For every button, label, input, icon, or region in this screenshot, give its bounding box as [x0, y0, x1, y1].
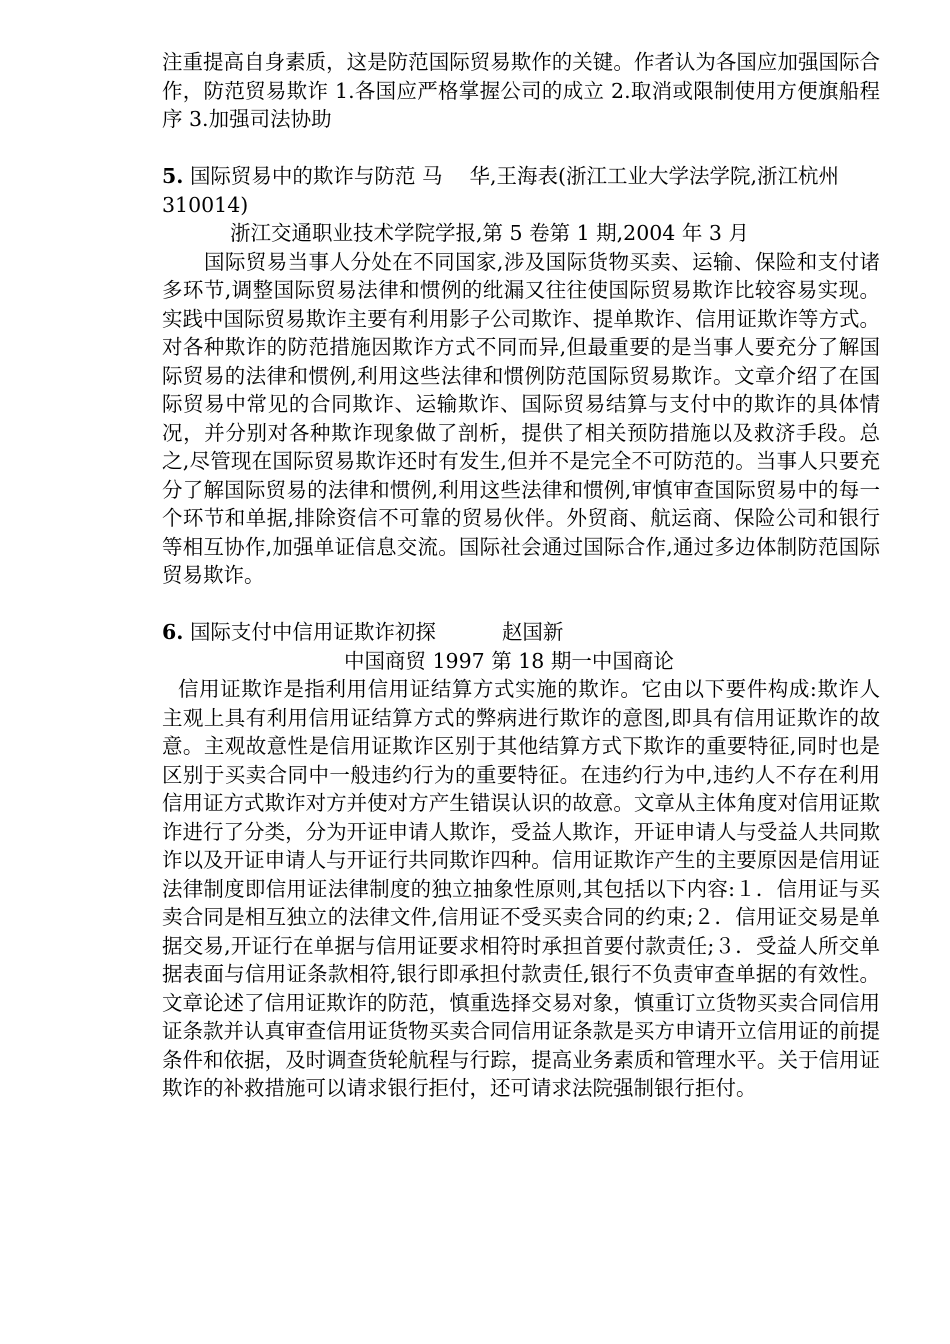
entry-5-number: 5.	[162, 164, 184, 188]
entry-5-title: 国际贸易中的欺诈与防范	[189, 164, 416, 188]
entry-5-heading	[162, 162, 880, 219]
entry-5-source: 浙江交通职业技术学院学报,第 5 卷第 1 期,2004 年 3 月	[230, 221, 749, 245]
entry-6-abstract: 信用证欺诈是指利用信用证结算方式实施的欺诈。它由以下要件构成:欺诈人主观上具有利用信用证结算方式的弊病进行欺诈的意图,即具有信用证欺诈的故意。主观故意性是信用证欺诈区别于其他结算方式下欺诈的重要特征,同时也是区别于买卖合同中一般违约行为的重要特征。在违约行为中,违约人不存在利用信用证方式欺诈对方并使对方产生错误认识的故意。文章从主体角度对信用证欺诈进行了分类，分为开证申请人欺诈，受益人欺诈，开证申请人与受益人共同欺诈以及开证申请人与开证行共同欺诈四种。信用证欺诈产生的主要原因是信用证法律制度即信用证法律制度的独立抽象性原则,其包括以下内容:１．信用证与买卖合同是相互独立的法律文件,信用证不受买卖合同的约束;２．信用证交易是单据交易,开证行在单据与信用证要求相符时承担首要付款责任;３．受益人所交单据表面与信用证条款相符,银行即承担付款责任,银行不负责审查单据的有效性。文章论述了信用证欺诈的防范，慎重选择交易对象，慎重订立货物买卖合同信用证条款并认真审查信用证货物买卖合同信用证条款是买方申请开立信用证的前提条件和依据，及时调查货轮航程与行踪，提高业务素质和管理水平。关于信用证欺诈的补救措施可以请求银行拒付，还可请求法院强制银行拒付。	[162, 677, 880, 1100]
entry-5-authors: 马 华,王海表(浙江工业大学法学院,浙江杭州 310014)	[162, 164, 860, 217]
entry-6-source: 中国商贸 1997 第 18 期一中国商论	[344, 648, 674, 673]
entry-6-number: 6.	[162, 620, 184, 644]
intro-paragraph: 注重提高自身素质，这是防范国际贸易欺作的关键。作者认为各国应加强国际合作，防范贸易欺诈 1.各国应严格掌握公司的成立 2.取消或限制使用方便旗船程序 3.加强司法协助	[162, 50, 880, 131]
document-page	[162, 48, 880, 1103]
entry-6-authors: 赵国新	[501, 620, 564, 644]
paragraph-gap	[162, 590, 880, 619]
entry-5-abstract: 国际贸易当事人分处在不同国家,涉及国际货物买卖、运输、保险和支付诸多环节,调整国际贸易法律和惯例的纰漏又往往使国际贸易欺诈比较容易实现。实践中国际贸易欺诈主要有利用影子公司欺诈、提单欺诈、信用证欺诈等方式。对各种欺诈的防范措施因欺诈方式不同而异,但最重要的是当事人要充分了解国际贸易的法律和惯例,利用这些法律和惯例防范国际贸易欺诈。文章介绍了在国际贸易中常见的合同欺诈、运输欺诈、国际贸易结算与支付中的欺诈的具体情况，并分别对各种欺诈现象做了剖析，提供了相关预防措施以及救济手段。总之,尽管现在国际贸易欺诈还时有发生,但并不是完全不可防范的。当事人只要充分了解国际贸易的法律和惯例,利用这些法律和惯例,审慎审查国际贸易中的每一个环节和单据,排除资信不可靠的贸易伙伴。外贸商、航运商、保险公司和银行等相互协作,加强单证信息交流。国际社会通过国际合作,通过多边体制防范国际贸易欺诈。	[162, 249, 880, 587]
entry-6-title: 国际支付中信用证欺诈初探	[189, 620, 436, 644]
entry-6-heading	[162, 618, 880, 647]
paragraph-gap	[162, 134, 880, 163]
